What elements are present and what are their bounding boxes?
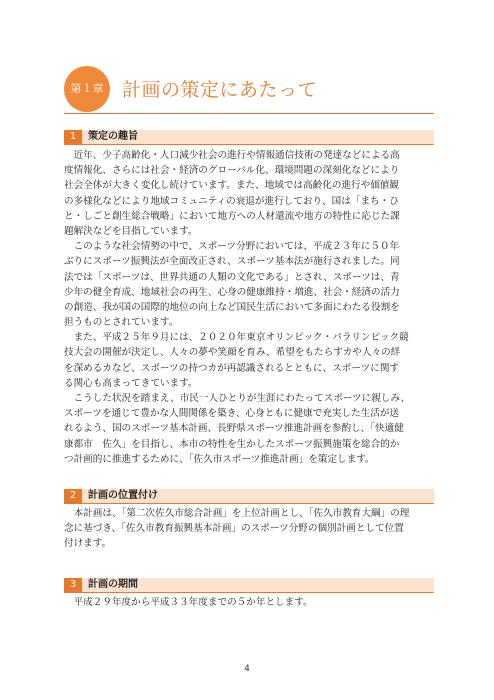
section-header-2 bbox=[64, 489, 434, 504]
section-header-3 bbox=[64, 578, 434, 593]
section-title: 策定の趣旨 bbox=[88, 131, 138, 142]
body-line: 近年、少子高齢化・人口減少社会の進行や情報通信技術の発達などによる高 bbox=[64, 150, 400, 161]
body-line: る関心も高まってきています。 bbox=[64, 377, 198, 389]
body-line: 度情報化、さらには社会・経済のグローバル化、環境問題の深刻化などにより bbox=[64, 165, 400, 177]
body-line: つ計画的に推進するために、「佐久市スポーツ推進計画」を策定します。 bbox=[64, 453, 375, 465]
body-line: 康都市 佐久」を目指し、本市の特性を生かしたスポーツ振興施策を総合的か bbox=[64, 438, 400, 450]
body-line: の創造、我が国の国際的地位の向上など国民生活において多面にわたる役割を bbox=[64, 301, 400, 313]
body-line: 担うものとされています。 bbox=[64, 317, 179, 329]
body-line: と・しごと創生総合戦略」において地方への人材還流や地方の特性に応じた課 bbox=[64, 210, 400, 222]
body-line: こうした状況を踏まえ、市民一人ひとりが生涯にわたってスポーツに親しみ、 bbox=[64, 393, 411, 404]
section-number: 2 bbox=[64, 489, 82, 503]
chapter-underline bbox=[64, 113, 434, 114]
section-body-3 bbox=[64, 595, 434, 610]
body-line: 念に基づき、「佐久市教育振興基本計画」のスポーツ分野の個別計画として位置 bbox=[64, 523, 404, 535]
body-line: また、平成２５年９月には、２０２０年東京オリンピック・パラリンピック競 bbox=[64, 332, 409, 344]
body-line: ぶりにスポーツ振興法が全面改正され、スポーツ基本法が施行されました。同 bbox=[64, 256, 400, 268]
body-line: このような社会情勢の中で、スポーツ分野においては、平成２３年に５０年 bbox=[64, 241, 400, 253]
section-number: 3 bbox=[64, 578, 82, 592]
section-body-2 bbox=[64, 506, 434, 552]
body-line: 技大会の開催が決定し、人々の夢や笑顔を育み、希望をもたらすカや人々の絆 bbox=[64, 347, 401, 359]
page-number: 4 bbox=[244, 664, 250, 674]
section-title: 計画の期間 bbox=[88, 579, 138, 590]
chapter-title: 計画の策定にあたって bbox=[122, 79, 318, 101]
section-header-1 bbox=[64, 130, 434, 145]
body-line: の多様化などにより地域コミュニティの衰退が進行しており、国は「まち・ひ bbox=[64, 195, 399, 207]
section-title: 計画の位置付け bbox=[88, 490, 158, 501]
body-line: 題解決などを目指しています。 bbox=[64, 225, 198, 237]
body-line: 社会全体が大きく変化し続けています。また、地域では高齢化の進行や価値観 bbox=[64, 180, 400, 192]
body-line: 平成２９年度から平成３３年度までの５か年とします。 bbox=[64, 597, 313, 608]
section-body-1 bbox=[64, 148, 434, 467]
chapter-badge: 第１章 bbox=[64, 66, 110, 112]
body-line: 付けます。 bbox=[64, 538, 112, 550]
body-line: れるよう、国のスポーツ基本計画、長野県スポーツ推進計画を参酌し、「快適健 bbox=[64, 423, 404, 435]
body-line: 少年の健全育成、地域社会の再生、心身の健康維持・増進、社会・経済の活力 bbox=[64, 286, 400, 298]
body-line: 本計画は、「第二次佐久市総合計画」を上位計画とし、「佐久市教育大綱」の理 bbox=[64, 508, 410, 519]
section-number: 1 bbox=[64, 130, 82, 144]
chapter-header bbox=[64, 66, 434, 112]
body-line: 法では「スポーツは、世界共通の人類の文化である」とされ、スポーツは、青 bbox=[64, 271, 400, 283]
body-line: スポーツを通じて豊かな人間関係を築き、心身ともに健康で充実した生活が送 bbox=[64, 408, 400, 420]
body-line: を深めるカなど、スポーツの持つカが再認識されるとともに、スポーツに関す bbox=[64, 362, 400, 374]
